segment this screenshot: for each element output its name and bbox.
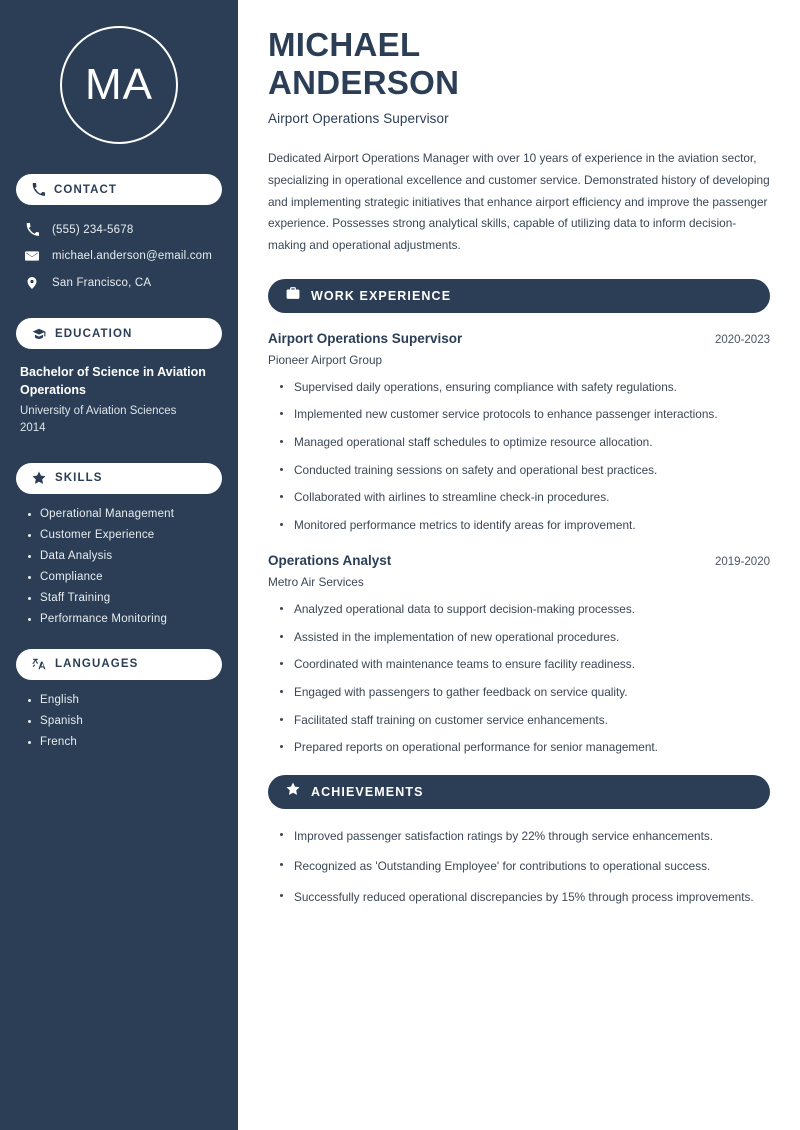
work-experience-heading-label: WORK EXPERIENCE bbox=[311, 288, 452, 303]
last-name: ANDERSON bbox=[268, 63, 460, 101]
list-item: Implemented new customer service protocols to enhance passenger interactions. bbox=[280, 406, 770, 424]
list-item: English bbox=[28, 694, 222, 706]
translate-icon bbox=[32, 657, 46, 671]
briefcase-icon bbox=[286, 286, 300, 305]
experience-entry bbox=[268, 553, 770, 757]
list-item: Managed operational staff schedules to optimize resource allocation. bbox=[280, 434, 770, 452]
skills-list bbox=[16, 508, 222, 625]
list-item: Analyzed operational data to support decision-making processes. bbox=[280, 601, 770, 619]
experience-role: Operations Analyst bbox=[268, 552, 392, 568]
contact-heading-label: CONTACT bbox=[54, 183, 118, 196]
list-item: Successfully reduced operational discrepancies by 15% through process improvements. bbox=[280, 888, 770, 906]
graduation-cap-icon bbox=[32, 327, 46, 341]
list-item: Collaborated with airlines to streamline check-in procedures. bbox=[280, 489, 770, 507]
achievements-heading bbox=[268, 775, 770, 809]
list-item: Facilitated staff training on customer service enhancements. bbox=[280, 712, 770, 730]
list-item: Supervised daily operations, ensuring compliance with safety regulations. bbox=[280, 379, 770, 397]
experience-header bbox=[268, 331, 770, 346]
contact-heading bbox=[16, 174, 222, 205]
experience-dates: 2019-2020 bbox=[715, 555, 770, 568]
professional-summary: Dedicated Airport Operations Manager with over 10 years of experience in the aviation sector, specializing in operational excellence and customer service. Demonstrated history of developing and implementing strategic initiatives that enhance airport efficiency and improve the passenger experience. Possesses strong analytical skills, capable of utilizing data to inform decision-making and operational adjustments. bbox=[268, 151, 770, 253]
map-pin-icon bbox=[24, 276, 40, 290]
avatar: MA bbox=[60, 26, 178, 144]
star-icon bbox=[32, 471, 46, 485]
achievements-list bbox=[268, 827, 770, 906]
list-item: Staff Training bbox=[28, 592, 222, 604]
languages-heading-label: LANGUAGES bbox=[55, 658, 139, 671]
list-item: Monitored performance metrics to identify areas for improvement. bbox=[280, 517, 770, 535]
first-name: MICHAEL bbox=[268, 26, 421, 63]
list-item: Conducted training sessions on safety and operational best practices. bbox=[280, 462, 770, 480]
experience-bullets bbox=[268, 601, 770, 757]
education-heading-label: EDUCATION bbox=[55, 327, 133, 340]
list-item: Performance Monitoring bbox=[28, 613, 222, 625]
contact-email-row bbox=[16, 245, 222, 267]
experience-company: Pioneer Airport Group bbox=[268, 352, 383, 367]
experience-bullets bbox=[268, 379, 770, 535]
star-icon bbox=[286, 782, 300, 801]
education-degree: Bachelor of Science in Aviation Operations bbox=[20, 365, 206, 398]
education-entry bbox=[16, 363, 222, 437]
list-item: Operational Management bbox=[28, 508, 222, 520]
phone-icon bbox=[32, 183, 45, 196]
list-item: Spanish bbox=[28, 715, 222, 727]
contact-email-value[interactable]: michael.anderson@email.com bbox=[52, 250, 213, 262]
list-item: Assisted in the implementation of new operational procedures. bbox=[280, 629, 770, 647]
list-item: Prepared reports on operational performance for senior management. bbox=[280, 739, 770, 757]
list-item: Data Analysis bbox=[28, 550, 222, 562]
main-content bbox=[238, 0, 800, 1130]
skills-heading-label: SKILLS bbox=[55, 472, 103, 485]
list-item: Recognized as 'Outstanding Employee' for contributions to operational success. bbox=[280, 857, 770, 875]
languages-list bbox=[16, 694, 222, 748]
skills-heading bbox=[16, 463, 222, 494]
experience-dates: 2020-2023 bbox=[715, 333, 770, 346]
contact-location-value: San Francisco, CA bbox=[52, 277, 152, 289]
page-title bbox=[268, 26, 770, 101]
contact-list bbox=[16, 219, 222, 294]
list-item: Improved passenger satisfaction ratings by 22% through service enhancements. bbox=[280, 827, 770, 845]
list-item: Compliance bbox=[28, 571, 222, 583]
experience-company: Metro Air Services bbox=[268, 574, 364, 589]
contact-phone-row bbox=[16, 219, 222, 240]
education-year: 2014 bbox=[20, 421, 46, 434]
experience-header bbox=[268, 553, 770, 568]
contact-location-row bbox=[16, 272, 222, 294]
achievements-heading-label: ACHIEVEMENTS bbox=[311, 784, 424, 799]
list-item: French bbox=[28, 736, 222, 748]
contact-phone-value[interactable]: (555) 234-5678 bbox=[52, 223, 134, 236]
avatar-wrapper bbox=[16, 26, 222, 144]
languages-heading bbox=[16, 649, 222, 680]
experience-role: Airport Operations Supervisor bbox=[268, 330, 463, 346]
education-heading bbox=[16, 318, 222, 349]
list-item: Customer Experience bbox=[28, 529, 222, 541]
list-item: Coordinated with maintenance teams to ensure facility readiness. bbox=[280, 656, 770, 674]
sidebar bbox=[0, 0, 238, 1130]
headline-job-title: Airport Operations Supervisor bbox=[268, 111, 449, 127]
work-experience-heading bbox=[268, 279, 770, 313]
list-item: Engaged with passengers to gather feedback on service quality. bbox=[280, 684, 770, 702]
phone-icon bbox=[24, 223, 40, 236]
experience-entry bbox=[268, 331, 770, 535]
envelope-icon bbox=[24, 249, 40, 263]
education-school: University of Aviation Sciences bbox=[20, 405, 177, 418]
